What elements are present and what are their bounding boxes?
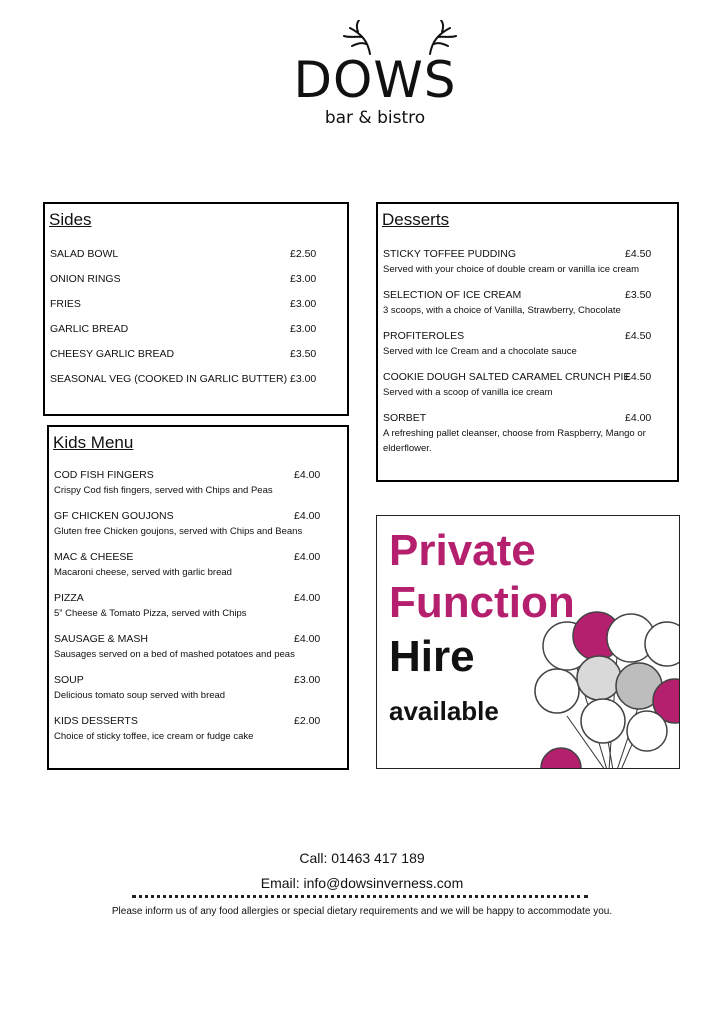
brand-subtitle: bar & bistro (324, 108, 426, 128)
item-description: Served with Ice Cream and a chocolate sauce (383, 346, 577, 357)
item-name: FRIES (50, 298, 81, 310)
item-price: £3.00 (290, 273, 317, 285)
item-name: COOKIE DOUGH SALTED CARAMEL CRUNCH PIE (383, 371, 631, 383)
item-description: Choice of sticky toffee, ice cream or fudge cake (54, 731, 254, 742)
item-price: £4.00 (294, 551, 321, 563)
item-price: £4.50 (625, 371, 652, 383)
item-description: A refreshing pallet cleanser, choose from Raspberry, Mango or (383, 428, 646, 439)
item-price: £4.50 (625, 248, 652, 260)
desserts-title: Desserts (382, 210, 450, 229)
item-name: SELECTION OF ICE CREAM (383, 289, 522, 301)
item-description: 3 scoops, with a choice of Vanilla, Strawberry, Chocolate (383, 305, 621, 316)
item-description: Sausages served on a bed of mashed potatoes and peas (54, 649, 295, 660)
dotted-divider (132, 895, 588, 898)
item-name: COD FISH FINGERS (54, 469, 154, 481)
item-description: Served with a scoop of vanilla ice cream (383, 387, 553, 398)
contact-email: Email: info@dowsinverness.com (260, 875, 464, 891)
item-price: £3.00 (290, 373, 317, 385)
item-price: £3.50 (625, 289, 652, 301)
item-name: SEASONAL VEG (COOKED IN GARLIC BUTTER) (50, 373, 288, 385)
item-price: £3.00 (294, 674, 321, 686)
item-name: SALAD BOWL (50, 248, 119, 260)
promo-line-private: Private (389, 526, 536, 575)
item-name: PIZZA (54, 592, 84, 604)
promo-line-function: Function (389, 578, 575, 627)
item-price: £3.00 (290, 323, 317, 335)
item-price: £4.00 (625, 412, 652, 424)
item-description-continued: elderflower. (383, 443, 432, 454)
item-name: MAC & CHEESE (54, 551, 134, 563)
item-description: Delicious tomato soup served with bread (54, 690, 226, 701)
promo-line-available: available (389, 696, 499, 726)
item-description: Crispy Cod fish fingers, served with Chips and Peas (54, 485, 273, 496)
item-price: £4.00 (294, 469, 321, 481)
item-price: £3.50 (290, 348, 317, 360)
item-name: SOUP (54, 674, 84, 686)
item-price: £4.50 (625, 330, 652, 342)
kids-menu-panel (47, 425, 349, 770)
item-name: STICKY TOFFEE PUDDING (383, 248, 517, 260)
brand-name: DOWS (293, 51, 457, 109)
item-description: Served with your choice of double cream or vanilla ice cream (383, 264, 640, 275)
item-name: GF CHICKEN GOUJONS (54, 510, 174, 522)
item-description: Gluten free Chicken goujons, served with Chips and Beans (54, 526, 303, 537)
item-name: SORBET (383, 412, 427, 424)
brand-logo (280, 20, 470, 135)
promo-line-hire: Hire (389, 632, 475, 681)
item-price: £4.00 (294, 510, 321, 522)
item-price: £2.00 (294, 715, 321, 727)
item-price: £3.00 (290, 298, 317, 310)
allergy-note: Please inform us of any food allergies or special dietary requirements and we will be happy to accommodate you. (111, 906, 613, 917)
item-name: GARLIC BREAD (50, 323, 129, 335)
item-price: £4.00 (294, 592, 321, 604)
desserts-panel (376, 202, 679, 482)
item-name: SAUSAGE & MASH (54, 633, 148, 645)
private-function-promo (376, 515, 680, 769)
sides-title: Sides (49, 210, 92, 229)
item-price: £4.00 (294, 633, 321, 645)
contact-phone: Call: 01463 417 189 (299, 850, 425, 866)
item-name: PROFITEROLES (383, 330, 465, 342)
sides-panel (43, 202, 349, 416)
item-name: KIDS DESSERTS (54, 715, 138, 727)
item-description: Macaroni cheese, served with garlic bread (54, 567, 232, 578)
item-price: £2.50 (290, 248, 317, 260)
kids-menu-title: Kids Menu (53, 433, 134, 452)
item-name: CHEESY GARLIC BREAD (50, 348, 175, 360)
item-name: ONION RINGS (50, 273, 121, 285)
item-description: 5” Cheese & Tomato Pizza, served with Chips (54, 608, 247, 619)
